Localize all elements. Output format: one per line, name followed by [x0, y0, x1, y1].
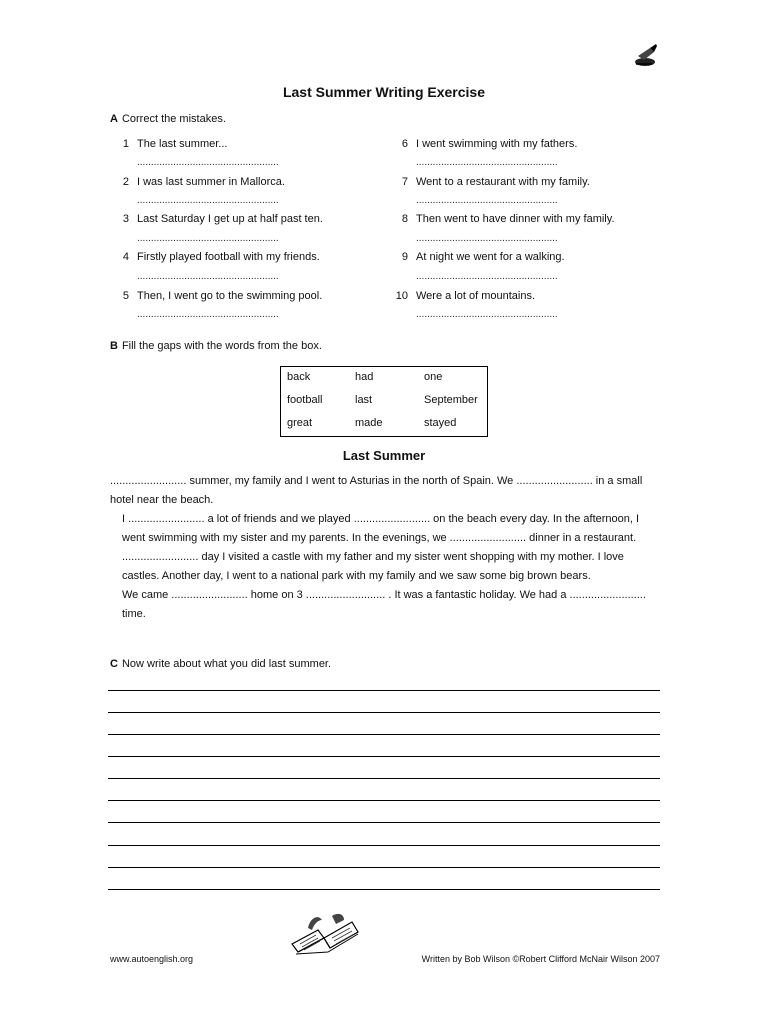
page-title: Last Summer Writing Exercise: [282, 84, 486, 100]
word-box-cell: one: [424, 371, 443, 383]
story-paragraph: I ......................... a lot of friends and we played ......................... on the beach every day. In the afternoon, I went swimming with my sister and my parents. In the evenings, we ......................... dinner in a restaurant.: [122, 513, 640, 544]
item-number: 4: [122, 251, 129, 263]
answer-line[interactable]: ...................................................: [137, 271, 279, 282]
item-text: Then, I went go to the swimming pool.: [137, 290, 323, 302]
item-number: 2: [122, 176, 129, 188]
answer-line[interactable]: ...................................................: [137, 233, 279, 244]
story-paragraph: We came ......................... home on 3 .......................... . It was a fantastic holiday. We had a ......................... time.: [122, 589, 646, 620]
story-title: Last Summer: [342, 448, 426, 463]
word-box-cell: stayed: [424, 417, 457, 429]
writing-line[interactable]: [108, 822, 660, 823]
section-a-heading: [110, 113, 226, 125]
answer-line[interactable]: ...................................................: [416, 195, 558, 206]
item-text: Then went to have dinner with my family.: [416, 213, 615, 225]
section-b-letter: B: [110, 340, 118, 352]
section-c-instruction: Now write about what you did last summer.: [121, 658, 332, 670]
writing-line[interactable]: [108, 867, 660, 868]
story-text: [110, 472, 660, 624]
list-item: [107, 138, 367, 152]
answer-line[interactable]: ...................................................: [137, 309, 279, 320]
writing-line[interactable]: [108, 845, 660, 846]
section-b-instruction: Fill the gaps with the words from the box.: [121, 340, 322, 352]
writing-line[interactable]: [108, 778, 660, 779]
open-book-icon: [288, 908, 360, 960]
item-number: 7: [401, 176, 408, 188]
section-a-instruction: Correct the mistakes.: [121, 113, 226, 125]
item-text: At night we went for a walking.: [416, 251, 565, 263]
item-number: 6: [401, 138, 408, 150]
section-c-letter: C: [110, 658, 118, 670]
writing-line[interactable]: [108, 734, 660, 735]
list-item: [386, 176, 666, 190]
item-number: 9: [401, 251, 408, 263]
item-text: Last Saturday I get up at half past ten.: [137, 213, 323, 225]
writing-line[interactable]: [108, 800, 660, 801]
answer-line[interactable]: ...................................................: [416, 157, 558, 168]
footer-website: www.autoenglish.org: [110, 954, 194, 964]
word-box-cell: last: [355, 394, 373, 406]
item-text: Were a lot of mountains.: [416, 290, 536, 302]
answer-line[interactable]: ...................................................: [137, 195, 279, 206]
writing-line[interactable]: [108, 712, 660, 713]
story-paragraph: ......................... summer, my family and I went to Asturias in the north of Spain. We ......................... in a small hotel near the beach.: [110, 475, 643, 506]
list-item: [386, 213, 666, 227]
list-item: [107, 290, 367, 304]
word-box-cell: great: [287, 417, 313, 429]
word-box-cell: made: [355, 417, 383, 429]
section-b-heading: [110, 340, 322, 352]
list-item: [386, 290, 666, 304]
item-text: Firstly played football with my friends.: [137, 251, 320, 263]
writing-hand-icon: [632, 42, 660, 70]
answer-line[interactable]: ...................................................: [416, 233, 558, 244]
item-number: 1: [122, 138, 129, 150]
item-text: I was last summer in Mallorca.: [137, 176, 285, 188]
section-c-heading: [110, 658, 331, 670]
list-item: [386, 251, 666, 265]
word-box-cell: September: [424, 394, 478, 406]
item-number: 10: [395, 290, 408, 302]
answer-line[interactable]: ...................................................: [416, 271, 558, 282]
word-box-cell: back: [287, 371, 311, 383]
list-item: [107, 251, 367, 265]
writing-line[interactable]: [108, 889, 660, 890]
section-a-letter: A: [110, 113, 118, 125]
answer-line[interactable]: ...................................................: [416, 309, 558, 320]
list-item: [386, 138, 666, 152]
list-item: [107, 176, 367, 190]
item-text: The last summer...: [137, 138, 228, 150]
writing-line[interactable]: [108, 690, 660, 691]
list-item: [107, 213, 367, 227]
word-box: [280, 366, 488, 437]
item-number: 3: [122, 213, 129, 225]
item-number: 8: [401, 213, 408, 225]
item-text: I went swimming with my fathers.: [416, 138, 578, 150]
answer-line[interactable]: ...................................................: [137, 157, 279, 168]
word-box-cell: football: [287, 394, 323, 406]
story-paragraph: ......................... day I visited a castle with my father and my sister went shopping with my mother. I love castles. Another day, I went to a national park with my family and we saw some big brown bears.: [122, 551, 624, 582]
footer-credit: Written by Bob Wilson ©Robert Clifford McNair Wilson 2007: [421, 954, 660, 964]
word-box-cell: had: [355, 371, 374, 383]
item-number: 5: [122, 290, 129, 302]
writing-line[interactable]: [108, 756, 660, 757]
item-text: Went to a restaurant with my family.: [416, 176, 590, 188]
